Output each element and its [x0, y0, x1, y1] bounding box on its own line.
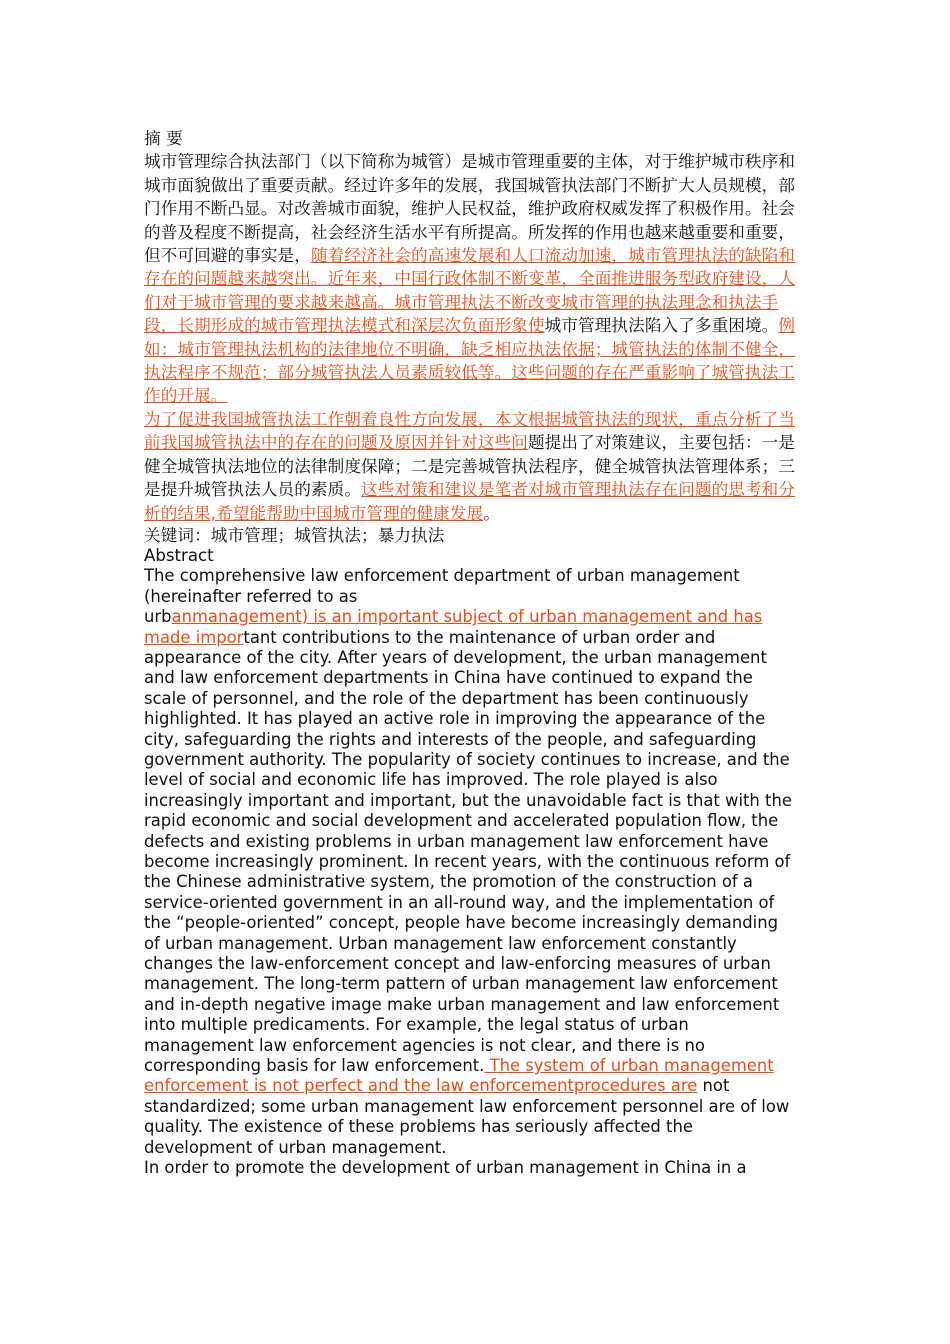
keywords-zh: 关键词：城市管理；城管执法；暴力执法 [144, 525, 445, 545]
abstract-heading-zh: 摘 要 [144, 129, 183, 148]
abstract-paragraph-en-1 [144, 607, 796, 1158]
highlighted-text: 例如：城市管理执法机构的法律地位不明确，缺乏相应执法依据；城管执法的体制不健全，执法程序不规范；部分城管执法人员素质较低等。这些问题的存在严重影响了城管执法工作的开展。 [144, 316, 796, 406]
highlighted-text: 为了促进我国城管执法工作朝着良性方向发展，本文根据城管执法的现状，重点分析了当前我国城管执法中的存在的问题及原因并针对这些问 [144, 409, 796, 453]
body-text: tant contributions to the maintenance of urban order and appearance of the city. After years of development, the urban management and law enforcement departments in China have continued to expand the scale of personnel, and the role of the department has been continuously highlighted. It has played an active role in improving the appearance of the city, safeguarding the rights and interests of the people, and safeguarding government authority. The popularity of society continues to increase, and the level of social and economic life has improved. The role played is also increasingly important and important, but the unavoidable fact is that with the rapid economic and social development and accelerated population flow, the defects and existing problems in urban management law enforcement have become increasingly prominent. In recent years, with the continuous reform of the Chinese administrative system, the promotion of the construction of a service-oriented government in an all-round way, and the implementation of the “people-oriented” concept, people have become increasingly demanding of urban management. Urban management law enforcement constantly changes the law-enforcement concept and law-enforcing measures of urban management. The long-term pattern of urban management law enforcement and in-depth negative image make urban management and law enforcement into multiple predicaments. For example, the legal status of urban management law enforcement agencies is not clear, and there is no corresponding basis for law enforcement. [144, 627, 792, 1076]
body-text: 城市管理执法陷入了多重困境。 [544, 316, 779, 336]
abstract-paragraph-en-2: In order to promote the development of urban management in China in a [144, 1158, 747, 1178]
document-page [144, 127, 796, 1179]
body-text: 题提出了对策建议，主要包括：一是健全城管执法地位的法律制度保障；二是完善城管执法程序，健全城管执法管理体系；三是提升城管执法人员的素质。 [144, 433, 796, 500]
body-text: 城市管理综合执法部门（以下简称为城管）是城市管理重要的主体，对于维护城市秩序和城市面貌做出了重要贡献。经过许多年的发展，我国城管执法部门不断扩大人员规模，部门作用不断凸显。对改善城市面貌，维护人民权益，维护政府权威发挥了积极作用。社会的普及程度不断提高，社会经济生活水平有所提高。所发挥的作用也越来越重要和重要，但不可回避的事实是， [144, 152, 796, 266]
body-text: 。 [483, 503, 500, 523]
highlighted-text: The system of urban management enforcement is not perfect and the law enforcementprocedures are [144, 1056, 774, 1096]
abstract-paragraph-zh-2 [144, 408, 796, 525]
highlighted-text: anmanagement) is an important subject of urban management and has made impor [144, 607, 763, 647]
abstract-paragraph-en-1a: The comprehensive law enforcement department of urban management (hereinafter referred to as [144, 566, 740, 606]
body-text: urb [144, 607, 172, 627]
body-text: not standardized; some urban management law enforcement personnel are of low quality. The existence of these problems has seriously affected the development of urban management. [144, 1076, 790, 1157]
highlighted-text: 随着经济社会的高速发展和人口流动加速，城市管理执法的缺陷和存在的问题越来越突出。近年来，中国行政体制不断变革，全面推进服务型政府建设，人们对于城市管理的要求越来越高。城市管理执法不断改变城市管理的执法理念和执法手段，长期形成的城市管理执法模式和深层次负面形象使 [144, 246, 796, 336]
abstract-heading-en: Abstract [144, 545, 214, 565]
highlighted-text: 这些对策和建议是笔者对城市管理执法存在问题的思考和分析的结果,希望能帮助中国城市管理的健康发展 [144, 480, 796, 523]
abstract-paragraph-zh-1 [144, 150, 796, 407]
